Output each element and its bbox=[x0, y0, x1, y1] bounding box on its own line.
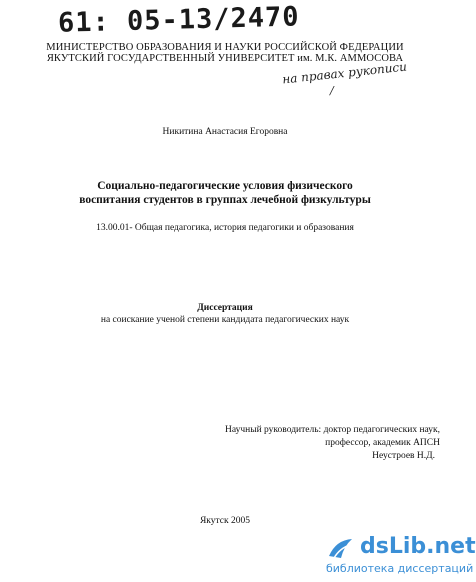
archive-stamp: 61: 05-13/2470 bbox=[57, 1, 300, 39]
watermark-caption: библиотека диссертаций bbox=[326, 562, 474, 575]
author-name: Никитина Анастасия Егоровна bbox=[162, 127, 288, 137]
supervisor-line2: профессор, академик АПСН bbox=[325, 438, 440, 448]
dslib-logo-icon bbox=[326, 536, 356, 562]
ministry-header: МИНИСТЕРСТВО ОБРАЗОВАНИЯ И НАУКИ РОССИЙСКОЙ ФЕДЕРАЦИИ bbox=[46, 42, 404, 53]
city-year: Якутск 2005 bbox=[199, 516, 251, 526]
university-header: ЯКУТСКИЙ ГОСУДАРСТВЕННЫЙ УНИВЕРСИТЕТ им. М.К. АММОСОВА bbox=[46, 53, 404, 64]
dissertation-subtitle: на соискание ученой степени кандидата педагогических наук bbox=[100, 315, 350, 325]
thesis-title-line2: воспитания студентов в группах лечебной физкультуры bbox=[79, 194, 371, 206]
watermark-logo-text[interactable]: dsLib.net bbox=[360, 534, 476, 559]
watermark[interactable] bbox=[320, 532, 476, 582]
dissertation-label: Диссертация bbox=[197, 303, 253, 313]
specialty-code: 13.00.01- Общая педагогика, история педагогики и образования bbox=[96, 223, 354, 233]
thesis-title-line1: Социально-педагогические условия физического bbox=[97, 180, 353, 192]
handwritten-signature-mark: / bbox=[330, 84, 334, 97]
supervisor-line1: Научный руководитель: доктор педагогических наук, bbox=[225, 425, 440, 435]
handwritten-note-line1: на правах рукописи bbox=[281, 59, 408, 87]
supervisor-name: Неустроев Н.Д. bbox=[372, 451, 435, 461]
handwritten-note bbox=[281, 59, 412, 104]
